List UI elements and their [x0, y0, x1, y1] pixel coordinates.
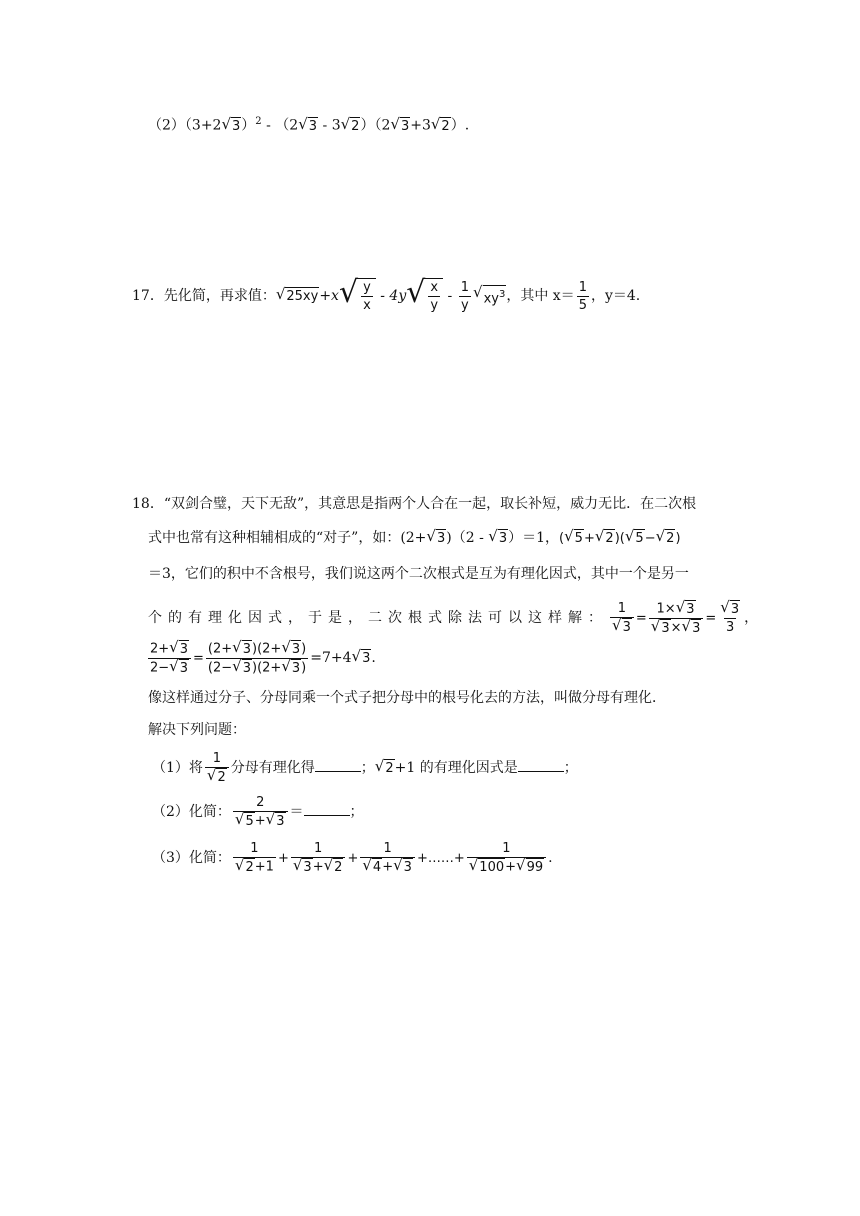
sqrt-2: √ 2	[374, 757, 394, 776]
sqrt-3: √ 3	[351, 647, 371, 666]
sqrt-5: √ 5	[564, 527, 583, 546]
sqrt-y-over-x: √ $\frac{y}{x}$	[339, 278, 376, 314]
problem-16-part2: （2）（3+2 √ 3 ）$^2$ - （2 √ 3 - 3 √ 2 ）（2 √ 3 +3 √ 2 ）.	[148, 114, 470, 134]
sqrt-25xy: √ 25xy	[275, 285, 319, 304]
fraction-1-over-5: $\frac{1}{5}$	[578, 279, 587, 313]
fraction-term-1: 1 √ 2 +1	[234, 841, 274, 875]
sqrt-x-over-y: √ $\frac{x}{y}$	[406, 278, 443, 314]
sqrt-3: √ 3	[298, 114, 318, 134]
problem-18-line7: 解决下列问题：	[148, 722, 246, 738]
sqrt-xy3: √ $xy^3$	[473, 282, 506, 307]
sqrt-3: √ 3	[426, 527, 446, 546]
sqrt-3: √ 3	[488, 527, 508, 546]
fraction-1x-sqrt3-over-sqrt3-x-sqrt3: 1× √ 3 √ 3 × √ 3	[649, 600, 704, 637]
problem-18-line1: 18．“双剑合璧，天下无敌”，其意思是指两个人合在一起，取长补短，威力无比．在二次根	[132, 496, 697, 512]
fraction-term-last: 1 √ 100 + √ 99	[467, 840, 546, 876]
sqrt-5: √ 5	[624, 527, 644, 546]
problem-18-sub3: （3）化简： 1 √ 2 +1 + 1 √ 3 + √ 2 + 1 √ 4 + √ 3 +……+ 1 √ 100 + √ 99 .	[152, 841, 553, 875]
paren-open: (	[559, 531, 565, 546]
answer-blank-3[interactable]	[304, 801, 350, 816]
fraction-2-over-sqrt5-plus-sqrt3: 2 √ 5 + √ 3	[233, 794, 288, 830]
problem-18-sub2: （2）化简： 2 √ 5 + √ 3 ＝ ；	[152, 795, 364, 829]
fraction-2plus-sqrt3-over-2minus-sqrt3: 2+ √ 3 2− √ 3	[148, 640, 191, 677]
problem-18-line6: 像这样通过分子、分母同乘一个式子把分母中的根号化去的方法，叫做分母有理化．	[148, 690, 666, 706]
sqrt-2: √ 2	[655, 527, 675, 546]
answer-blank-1[interactable]	[315, 757, 361, 772]
sqrt-2: √ 2	[594, 527, 614, 546]
sqrt-3: √ 3	[221, 114, 241, 134]
fraction-expanded: (2+ √ 3 )(2+ √ 3 ) (2− √ 3 )(2+ √ 3 )	[207, 637, 307, 676]
fraction-1-over-sqrt2: 1 √ 2	[205, 750, 229, 786]
fraction-term-3: 1 √ 4 + √ 3	[360, 840, 415, 876]
problem-18-sub1: （1）将 1 √ 2 分母有理化得 ； √ 2 +1 的有理化因式是 ；	[152, 751, 578, 785]
fraction-1-over-sqrt3: 1 √ 3	[610, 600, 634, 636]
problem-17: 17．先化简，再求值： √ 25xy +x √ $\frac{y}{x}$ - 4y √ $\frac{x}{y}$ - $\frac{1}{y}$ √ $xy^3$ ，其中 x＝ $\frac{1}{5}$ ，y＝4.	[132, 275, 641, 313]
problem-18-line4: 个的有理化因式，于是，二次根式除法可以这样解： 1 √ 3 = 1× √ 3 √ 3 × √ 3 = √ 3 3 ，	[148, 597, 759, 636]
problem-18-line5: 2+ √ 3 2− √ 3 = (2+ √ 3 )(2+ √ 3 ) (2− √ 3 )(2+ √ 3 ) =7+4 √ 3 .	[150, 637, 376, 676]
problem-18-line3: ＝3，它们的积中不含根号，我们说这两个二次根式是互为有理化因式，其中一个是另一	[148, 566, 689, 582]
fraction-term-2: 1 √ 3 + √ 2	[291, 840, 346, 876]
problem-18-line2: 式中也常有这种相辅相成的“对子”，如：(2+ √ 3 )（2 - √ 3 ）＝1，( √ 5 + √ 2 )( √ 5 − √ 2 )	[148, 527, 681, 546]
sqrt-3: √ 3	[390, 114, 410, 134]
answer-blank-2[interactable]	[518, 757, 564, 772]
sqrt-2: √ 2	[340, 114, 360, 134]
sqrt-2: √ 2	[430, 114, 450, 134]
fraction-1-over-y: $\frac{1}{y}$	[460, 279, 469, 313]
fraction-sqrt3-over-3: √ 3 3	[720, 598, 740, 635]
